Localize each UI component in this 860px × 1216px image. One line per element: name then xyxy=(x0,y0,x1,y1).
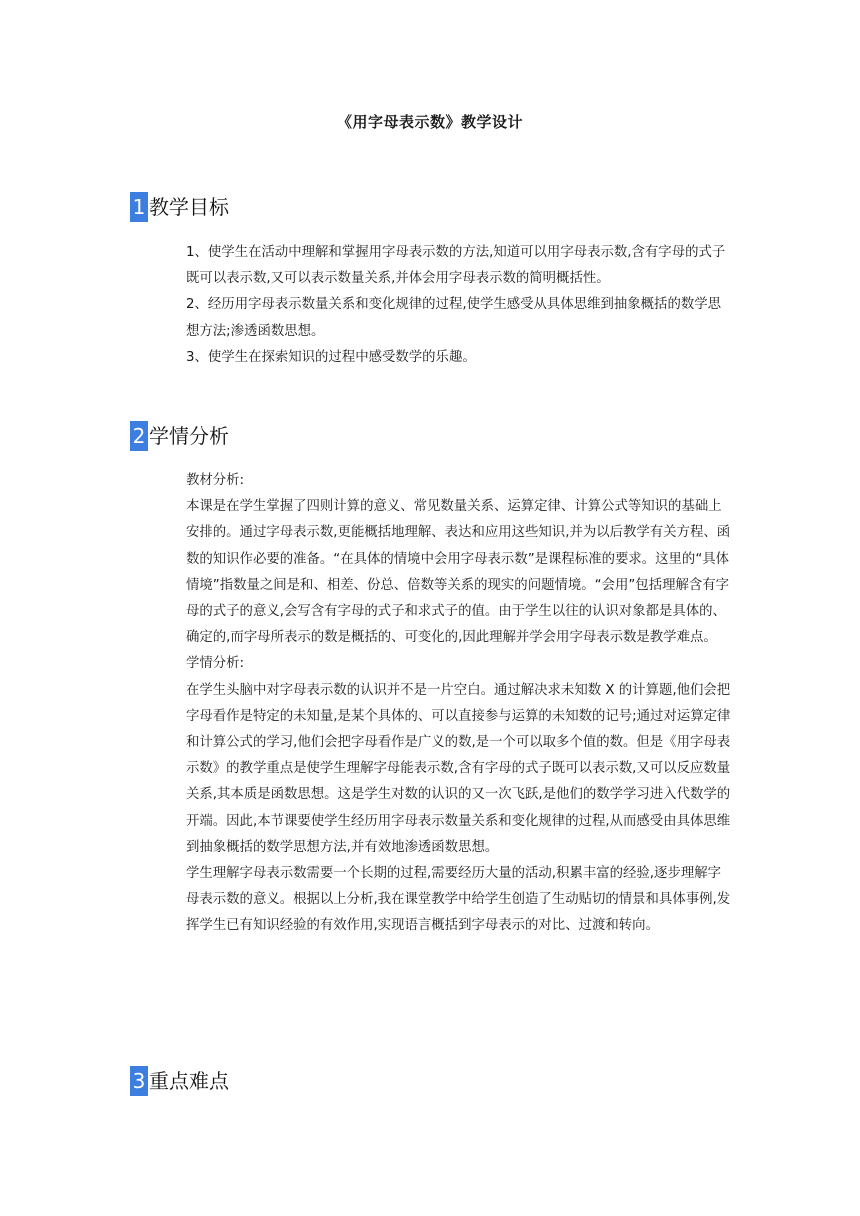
document-title: 《用字母表示数》教学设计 xyxy=(336,113,523,131)
section-body-1 xyxy=(186,240,731,371)
section-title: 重点难点 xyxy=(149,1069,229,1093)
paragraph: 3、使学生在探索知识的过程中感受数学的乐趣。 xyxy=(186,349,476,365)
section-title: 学情分析 xyxy=(149,424,229,448)
section-body-2 xyxy=(186,468,731,940)
section-number-badge: 2 xyxy=(130,421,148,451)
section-heading-2 xyxy=(130,421,229,451)
section-number-badge: 3 xyxy=(130,1066,148,1096)
paragraph: 学生理解字母表示数需要一个长期的过程,需要经历大量的活动,积累丰富的经验,逐步理解字母表示数的意义。根据以上分析,我在课堂教学中给学生创造了生动贴切的情景和具体事例,发挥学生已有知识经验的有效作用,实现语言概括到字母表示的对比、过渡和转向。 xyxy=(186,866,731,934)
subheading: 学情分析: xyxy=(186,656,245,672)
section-number-badge: 1 xyxy=(130,192,148,222)
paragraph: 2、经历用字母表示数量关系和变化规律的过程,使学生感受从具体思维到抽象概括的数学思想方法;渗透函数思想。 xyxy=(186,297,722,339)
section-title: 教学目标 xyxy=(149,195,229,219)
paragraph: 在学生头脑中对字母表示数的认识并不是一片空白。通过解决求未知数 X 的计算题,他们会把字母看作是特定的未知量,是某个具体的、可以直接参与运算的未知数的记号;通过对运算定律和计算公式的学习,他们会把字母看作是广义的数,是一个可以取多个值的数。但是《用字母表示数》的教学重点是使学生理解字母能表示数,含有字母的式子既可以表示数,又可以反应数量关系,其本质是函数思想。这是学生对数的认识的又一次飞跃,是他们的数学学习进入代数学的开端。因此,本节课要使学生经历用字母表示数量关系和变化规律的过程,从而感受由具体思维到抽象概括的数学思想方法,并有效地渗透函数思想。 xyxy=(186,682,731,855)
paragraph: 本课是在学生掌握了四则计算的意义、常见数量关系、运算定律、计算公式等知识的基础上安排的。通过字母表示数,更能概括地理解、表达和应用这些知识,并为以后教学有关方程、函数的知识作必要的准备。“在具体的情境中会用字母表示数”是课程标准的要求。这里的“具体情境”指数量之间是和、相差、份总、倍数等关系的现实的问题情境。“会用”包括理解含有字母的式子的意义,会写含有字母的式子和求式子的值。由于学生以往的认识对象都是具体的、确定的,而字母所表示的数是概括的、可变化的,因此理解并学会用字母表示数是教学难点。 xyxy=(186,499,731,646)
paragraph: 1、使学生在活动中理解和掌握用字母表示数的方法,知道可以用字母表示数,含有字母的式子既可以表示数,又可以表示数量关系,并体会用字母表示数的简明概括性。 xyxy=(186,245,726,287)
section-heading-3 xyxy=(130,1066,229,1096)
subheading: 教材分析: xyxy=(186,473,245,488)
section-heading-1 xyxy=(130,192,229,222)
